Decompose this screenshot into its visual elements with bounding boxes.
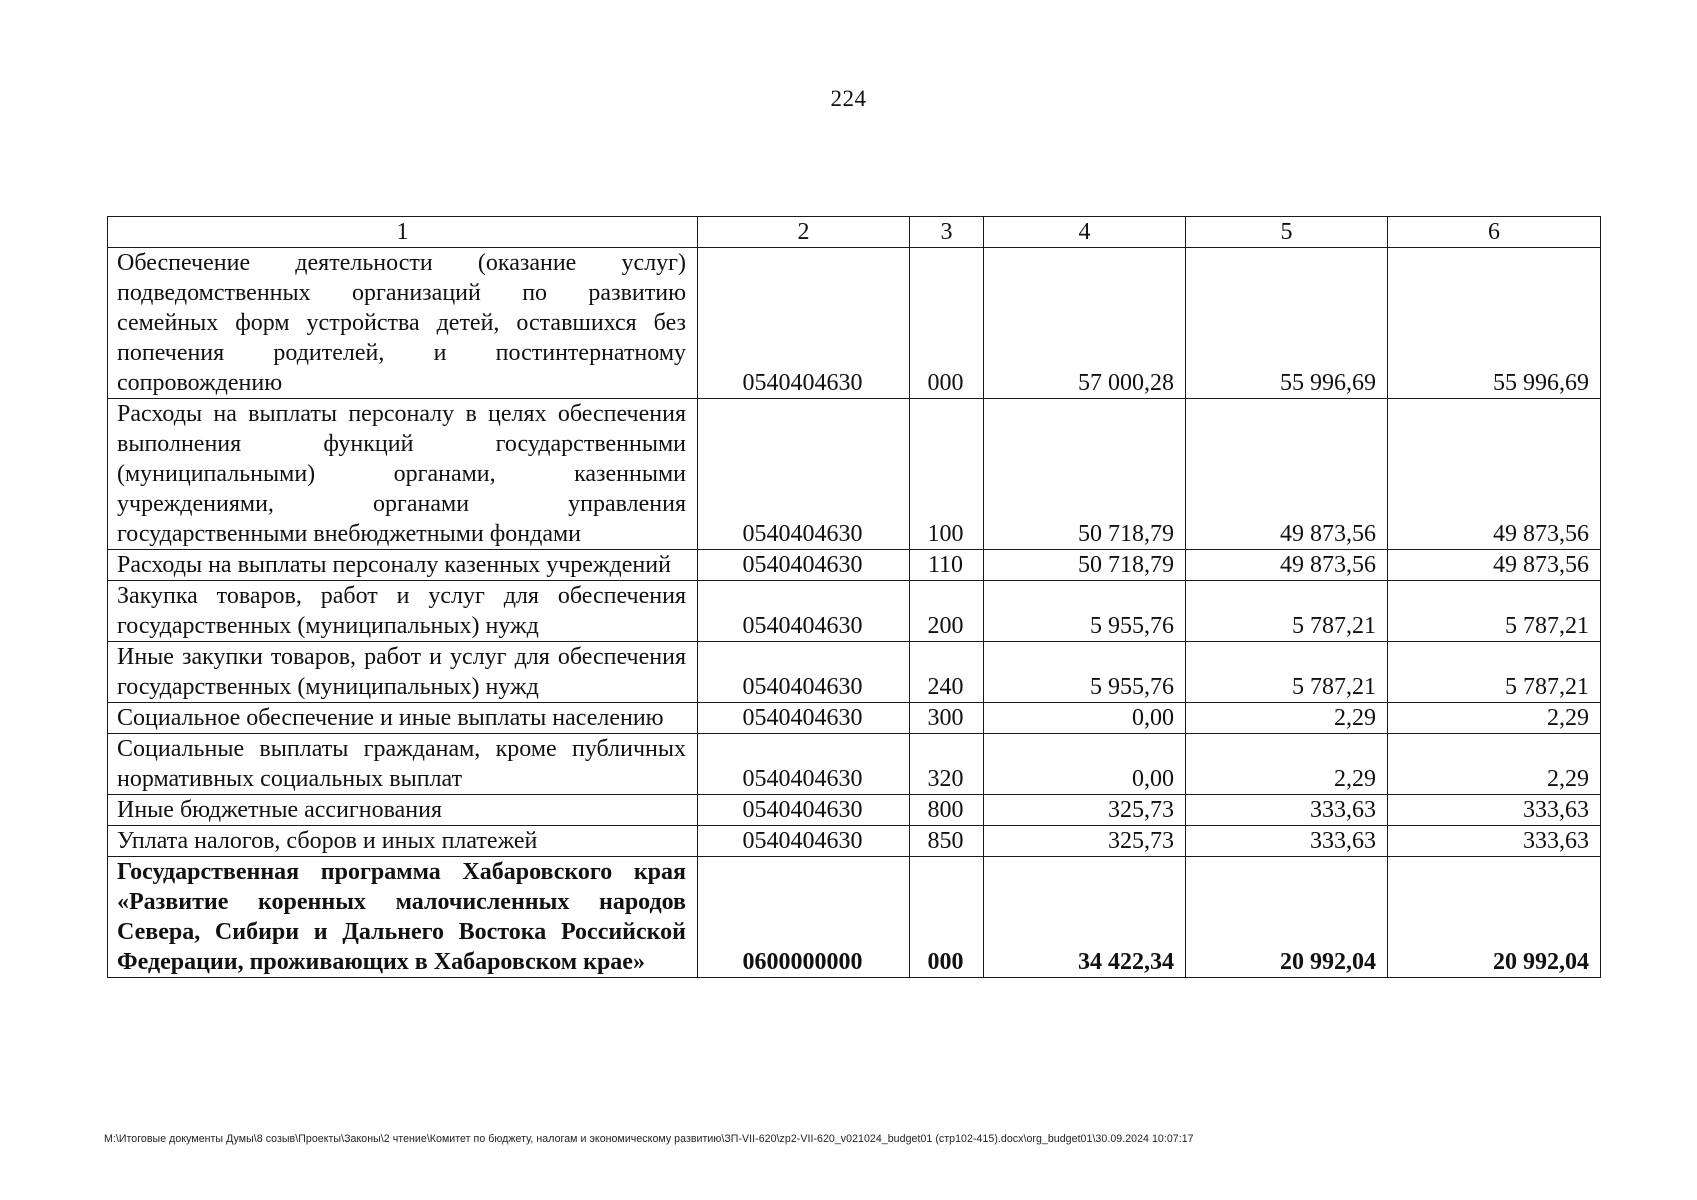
amount-col-5: 2,29 — [1186, 734, 1388, 795]
amount-col-5: 5 787,21 — [1186, 581, 1388, 642]
amount-col-4: 57 000,28 — [984, 248, 1186, 399]
amount-col-4: 50 718,79 — [984, 399, 1186, 550]
amount-col-6: 2,29 — [1388, 734, 1601, 795]
amount-col-5: 20 992,04 — [1186, 857, 1388, 978]
row-name: Уплата налогов, сборов и иных платежей — [108, 826, 698, 857]
expense-type-code: 110 — [910, 550, 984, 581]
column-header-1: 1 — [108, 217, 698, 248]
document-file-path: M:\Итоговые документы Думы\8 созыв\Проекты\Законы\2 чтение\Комитет по бюджету, налогам и экономическому развитию\ЗП-VII-620\zp2-VII-620_v021024_budget01 (стр102-415).docx\org_budget01\30.09.2024 10:07:17 — [104, 1133, 1194, 1145]
row-name: Закупка товаров, работ и услуг для обеспечения государственных (муниципальных) нужд — [108, 581, 698, 642]
amount-col-4: 5 955,76 — [984, 642, 1186, 703]
row-name: Обеспечение деятельности (оказание услуг) подведомственных организаций по развитию семейных форм устройства детей, оставшихся без попечения родителей, и постинтернатному сопровождению — [108, 248, 698, 399]
amount-col-5: 55 996,69 — [1186, 248, 1388, 399]
amount-col-4: 325,73 — [984, 826, 1186, 857]
target-article-code: 0540404630 — [698, 399, 910, 550]
expense-type-code: 000 — [910, 248, 984, 399]
amount-col-5: 49 873,56 — [1186, 399, 1388, 550]
budget-table — [107, 216, 1601, 978]
table-row-program-total — [108, 857, 1601, 978]
row-name: Расходы на выплаты персоналу в целях обеспечения выполнения функций государственными (муниципальными) органами, казенными учреждениями, органами управления государственными внебюджетными фондами — [108, 399, 698, 550]
amount-col-6: 20 992,04 — [1388, 857, 1601, 978]
amount-col-6: 55 996,69 — [1388, 248, 1601, 399]
amount-col-4: 0,00 — [984, 703, 1186, 734]
amount-col-5: 5 787,21 — [1186, 642, 1388, 703]
header-row — [108, 217, 1601, 248]
row-name: Иные закупки товаров, работ и услуг для обеспечения государственных (муниципальных) нужд — [108, 642, 698, 703]
amount-col-4: 0,00 — [984, 734, 1186, 795]
amount-col-6: 49 873,56 — [1388, 399, 1601, 550]
amount-col-5: 333,63 — [1186, 826, 1388, 857]
amount-col-5: 333,63 — [1186, 795, 1388, 826]
table-row — [108, 795, 1601, 826]
column-header-4: 4 — [984, 217, 1186, 248]
amount-col-5: 2,29 — [1186, 703, 1388, 734]
amount-col-4: 34 422,34 — [984, 857, 1186, 978]
row-name: Социальное обеспечение и иные выплаты населению — [108, 703, 698, 734]
table-row — [108, 248, 1601, 399]
column-header-5: 5 — [1186, 217, 1388, 248]
target-article-code: 0540404630 — [698, 826, 910, 857]
table-row — [108, 826, 1601, 857]
target-article-code: 0540404630 — [698, 734, 910, 795]
expense-type-code: 850 — [910, 826, 984, 857]
target-article-code: 0540404630 — [698, 703, 910, 734]
target-article-code: 0600000000 — [698, 857, 910, 978]
amount-col-6: 2,29 — [1388, 703, 1601, 734]
expense-type-code: 800 — [910, 795, 984, 826]
table-row — [108, 399, 1601, 550]
amount-col-4: 50 718,79 — [984, 550, 1186, 581]
expense-type-code: 320 — [910, 734, 984, 795]
target-article-code: 0540404630 — [698, 550, 910, 581]
table-row — [108, 703, 1601, 734]
table-row — [108, 734, 1601, 795]
target-article-code: 0540404630 — [698, 795, 910, 826]
amount-col-6: 5 787,21 — [1388, 581, 1601, 642]
expense-type-code: 100 — [910, 399, 984, 550]
table-row — [108, 642, 1601, 703]
amount-col-4: 325,73 — [984, 795, 1186, 826]
table-row — [108, 581, 1601, 642]
amount-col-6: 333,63 — [1388, 826, 1601, 857]
target-article-code: 0540404630 — [698, 581, 910, 642]
expense-type-code: 000 — [910, 857, 984, 978]
expense-type-code: 300 — [910, 703, 984, 734]
amount-col-4: 5 955,76 — [984, 581, 1186, 642]
page-number: 224 — [830, 86, 867, 111]
expense-type-code: 200 — [910, 581, 984, 642]
expense-type-code: 240 — [910, 642, 984, 703]
row-name: Социальные выплаты гражданам, кроме публичных нормативных социальных выплат — [108, 734, 698, 795]
row-name: Расходы на выплаты персоналу казенных учреждений — [108, 550, 698, 581]
column-header-2: 2 — [698, 217, 910, 248]
table-row — [108, 550, 1601, 581]
column-header-3: 3 — [910, 217, 984, 248]
amount-col-5: 49 873,56 — [1186, 550, 1388, 581]
row-name: Иные бюджетные ассигнования — [108, 795, 698, 826]
amount-col-6: 333,63 — [1388, 795, 1601, 826]
target-article-code: 0540404630 — [698, 248, 910, 399]
amount-col-6: 49 873,56 — [1388, 550, 1601, 581]
amount-col-6: 5 787,21 — [1388, 642, 1601, 703]
column-header-6: 6 — [1388, 217, 1601, 248]
target-article-code: 0540404630 — [698, 642, 910, 703]
row-name: Государственная программа Хабаровского края «Развитие коренных малочисленных народов Севера, Сибири и Дальнего Востока Российской Федерации, проживающих в Хабаровском крае» — [108, 857, 698, 978]
